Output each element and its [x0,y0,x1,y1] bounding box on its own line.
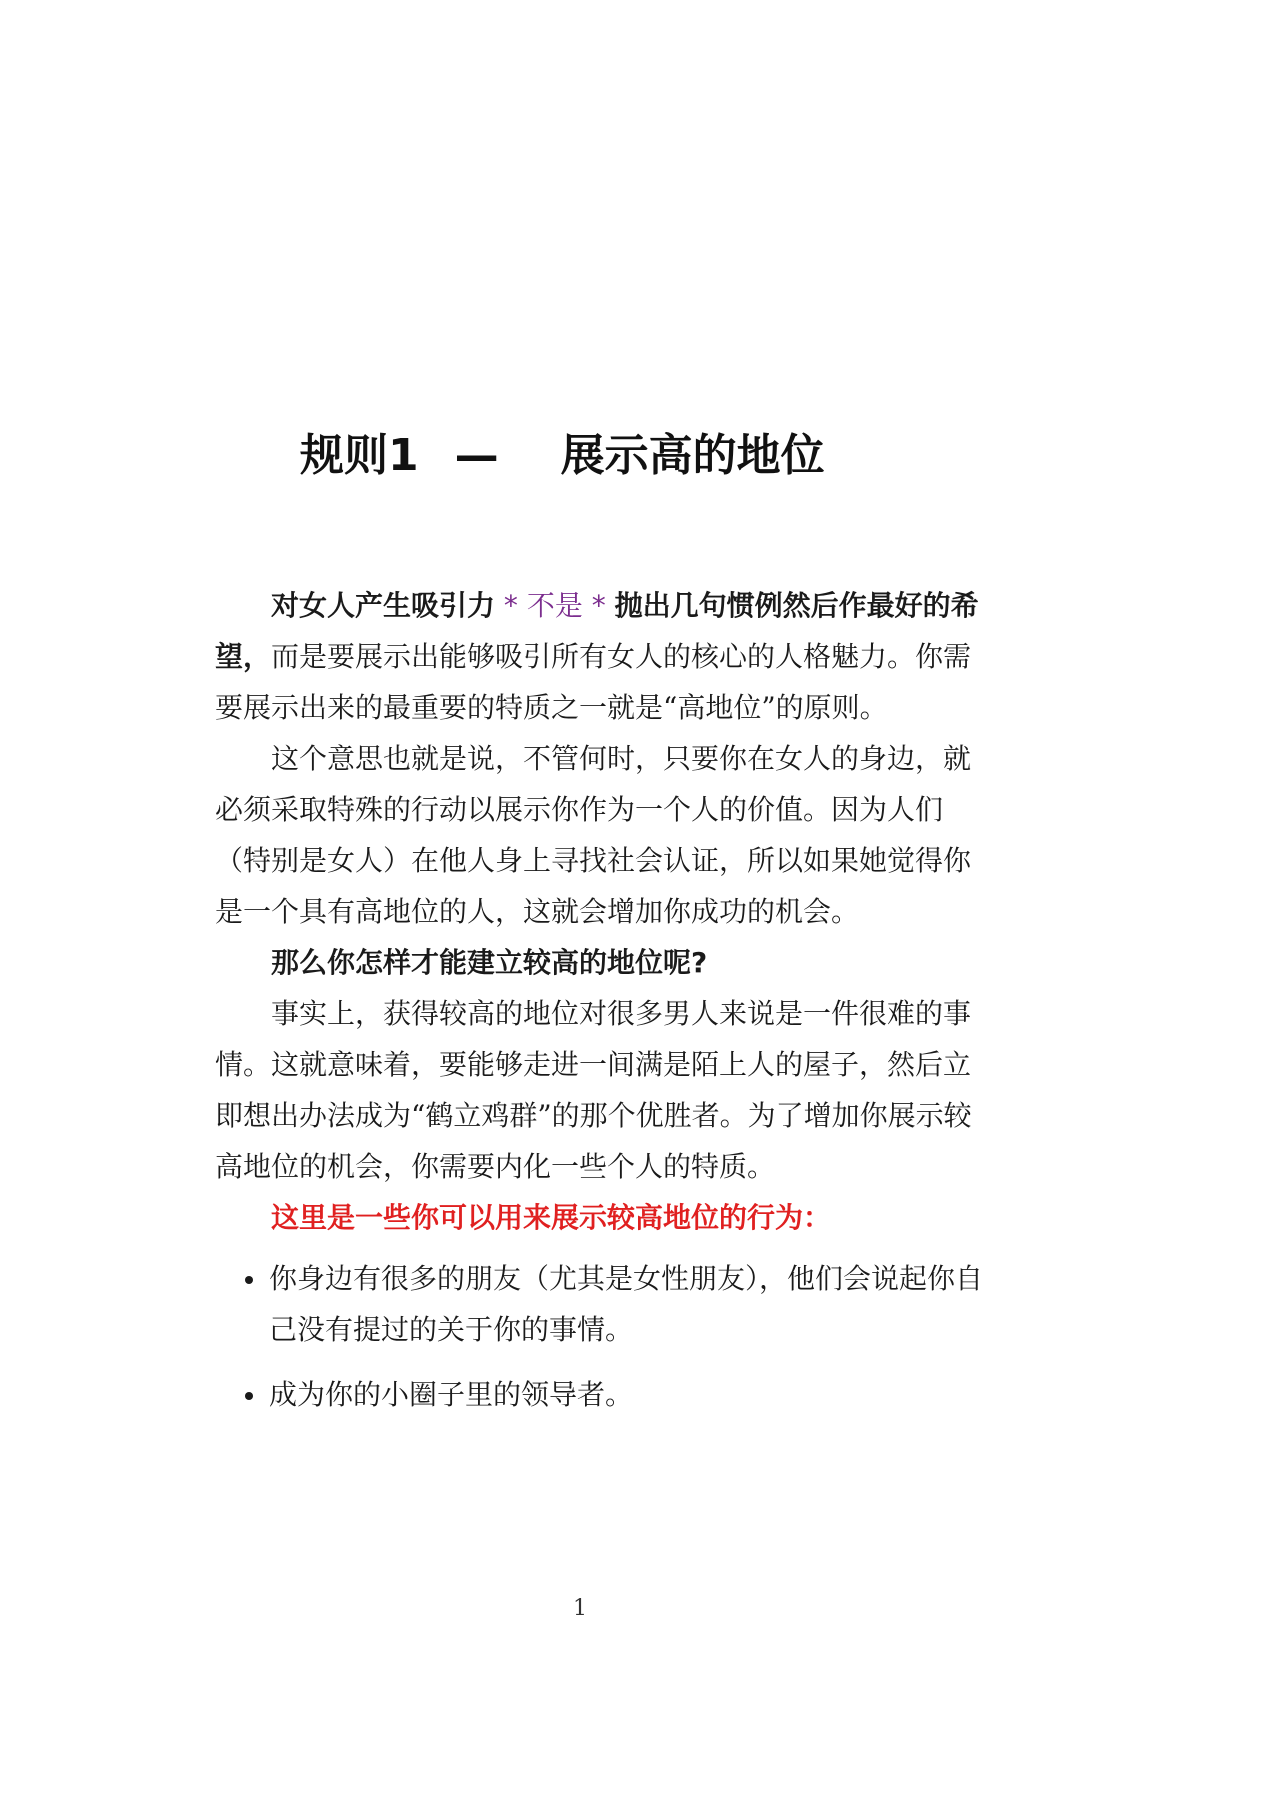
intro-lead: 对女人产生吸引力 [271,589,496,622]
chapter-title [300,428,825,484]
chapter-title-prefix: 规则1 [300,430,419,481]
star-close: * [582,589,615,622]
page-number: 1 [573,1596,587,1621]
list-item [245,1369,995,1420]
bullet-dot-icon [245,1392,253,1400]
list-item-text: 你身边有很多的朋友（尤其是女性朋友），他们会说起你自己没有提过的关于你的事情。 [269,1262,984,1346]
intro-bold-tail: 抛出几句惯例然后作最好的希望， [215,589,979,673]
paragraph-fact: 事实上，获得较高的地位对很多男人来说是一件很难的事情。这就意味着，要能够走进一间满是陌上人的屋子，然后立即想出办法成为“鹤立鸡群”的那个优胜者。为了增加你展示较高地位的机会，你需要内化一些个人的特质。 [215,997,972,1183]
chapter-title-main: 展示高的地位 [560,430,825,481]
body-text [215,580,995,1434]
emphasis-not: 不是 [526,589,583,622]
intro-rest: 而是要展示出能够吸引所有女人的核心的人格魅力。你需要展示出来的最重要的特质之一就是“高地位”的原则。 [215,640,972,724]
list-heading: 这里是一些你可以用来展示较高地位的行为： [271,1201,832,1234]
paragraph-meaning: 这个意思也就是说，不管何时，只要你在女人的身边，就必须采取特殊的行动以展示你作为一个人的价值。因为人们（特别是女人）在他人身上寻找社会认证，所以如果她觉得你是一个具有高地位的人，这就会增加你成功的机会。 [215,742,972,928]
behavior-list [215,1253,995,1420]
paragraph-intro [215,580,995,733]
chapter-title-dash: — [454,430,499,481]
list-item-text: 成为你的小圈子里的领导者。 [269,1378,634,1411]
question-heading: 那么你怎样才能建立较高的地位呢? [271,946,708,979]
bullet-dot-icon [245,1276,253,1284]
star-open: * [495,589,527,622]
list-item [245,1253,995,1355]
